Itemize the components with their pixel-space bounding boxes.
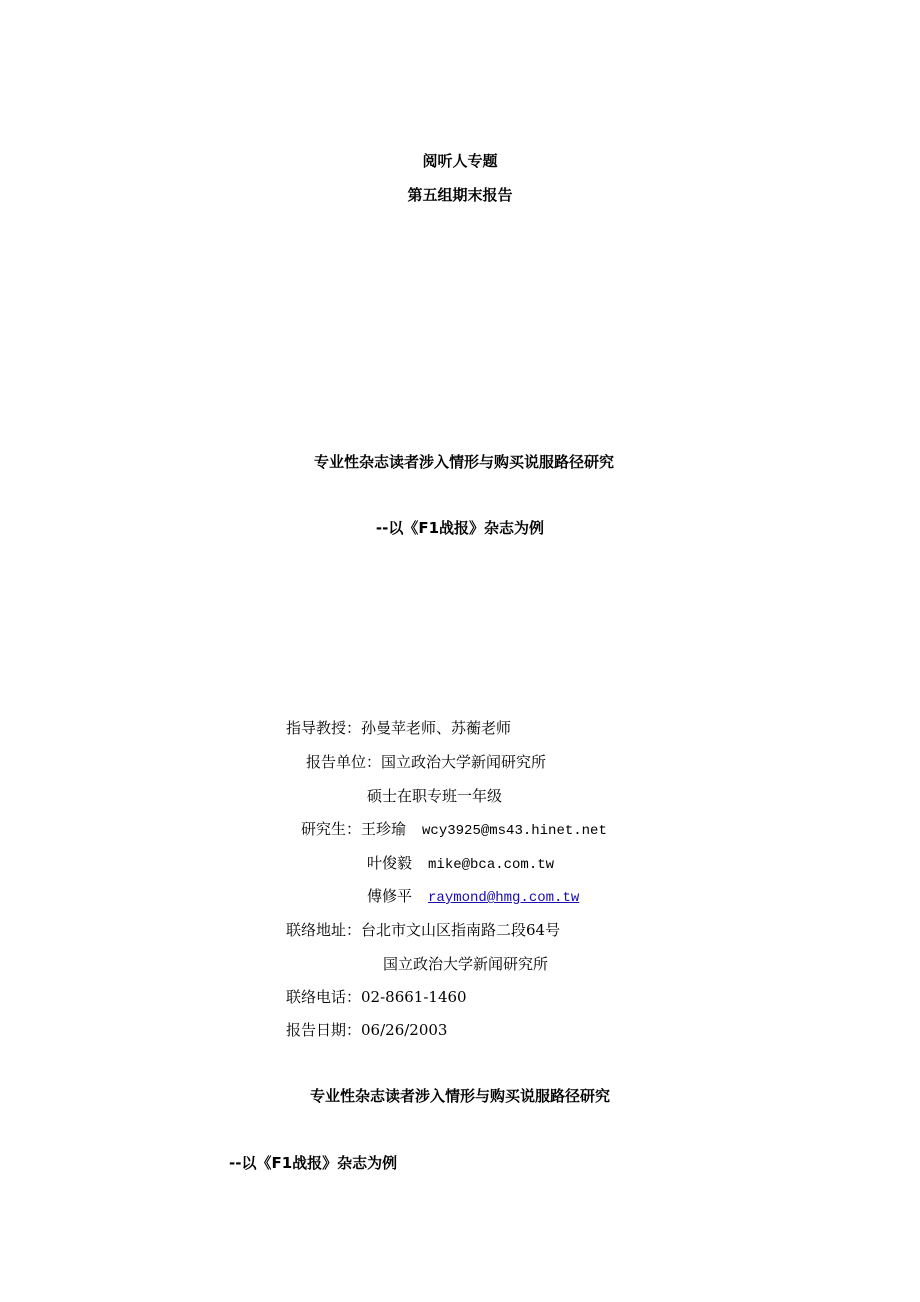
student-email: mike@bca.com.tw [428,857,555,873]
student-row-3 [367,886,579,908]
phone-label: 联络电话： [286,988,362,1006]
cover-title: 专业性杂志读者涉入情形与购买说服路径研究 [313,453,614,471]
student-row-2 [367,853,554,875]
address-row [286,920,560,940]
unit-row-2: 硕士在职专班一年级 [367,787,503,805]
group-report-title: 第五组期末报告 [407,186,513,204]
date-value: 06/26/2003 [361,1021,448,1039]
phone-row [286,987,467,1007]
student-row-1 [301,819,607,841]
cover-subtitle: --以《F1战报》杂志为例 [375,519,545,537]
advisor-label: 指导教授： [286,719,362,737]
student-name: 王珍瑜 [361,820,407,838]
student-name: 傅修平 [367,887,413,905]
body-subtitle: --以《F1战报》杂志为例 [229,1154,398,1172]
students-label: 研究生： [301,820,362,838]
date-row [286,1020,447,1040]
course-title: 阅听人专题 [422,152,498,170]
unit-value: 国立政治大学新闻研究所 [381,753,547,771]
address-label: 联络地址： [286,921,362,939]
student-email-link[interactable]: raymond@hmg.com.tw [428,890,580,906]
unit-row [306,752,546,772]
advisor-row [286,718,511,738]
unit-label: 报告单位： [306,753,382,771]
student-name: 叶俊毅 [367,854,413,872]
date-label: 报告日期： [286,1021,362,1039]
phone-value: 02-8661-1460 [361,988,467,1006]
address-value: 台北市文山区指南路二段64号 [361,921,561,939]
body-title: 专业性杂志读者涉入情形与购买说服路径研究 [309,1087,610,1105]
student-email: wcy3925@ms43.hinet.net [422,823,607,839]
advisor-value: 孙曼苹老师、苏蘅老师 [361,719,512,737]
address-row-2: 国立政治大学新闻研究所 [383,955,549,973]
